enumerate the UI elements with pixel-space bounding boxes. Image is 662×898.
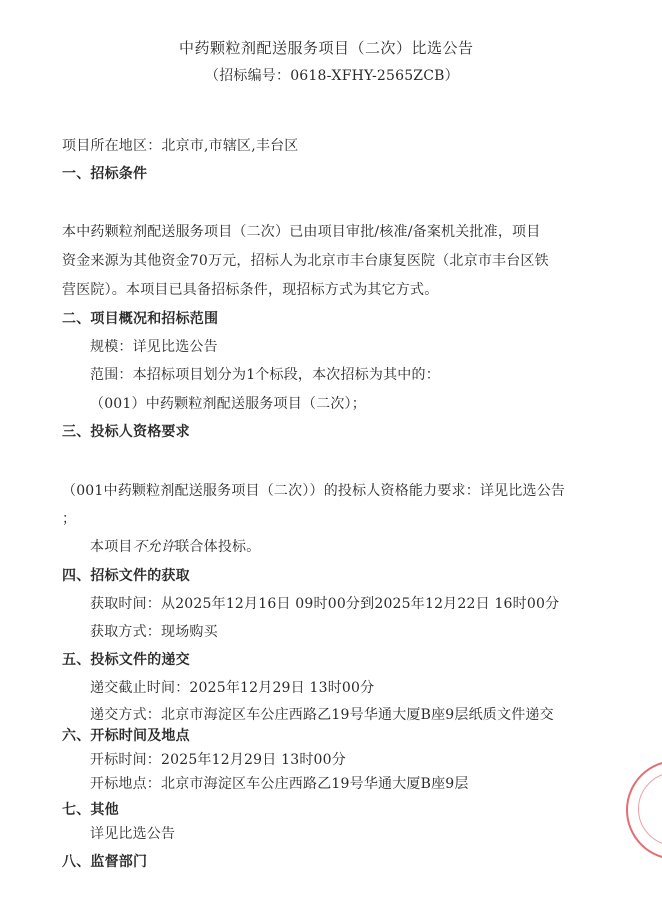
- red-seal-stamp: [626, 760, 662, 860]
- qualification-requirement-end: ；: [62, 511, 77, 527]
- other-text: 详见比选公告: [90, 826, 176, 842]
- qualification-requirement: （001中药颗粒剂配送服务项目（二次））的投标人资格能力要求：详见比选公告: [62, 483, 566, 499]
- opening-place: 开标地点：北京市海淀区车公庄西路乙19号华通大厦B座9层: [90, 776, 469, 792]
- paragraph-line: 营医院）。本项目已具备招标条件，现招标方式为其它方式。: [62, 282, 439, 298]
- acquisition-method: 获取方式：现场购买: [90, 624, 218, 640]
- section-heading-1: 一、招标条件: [62, 166, 148, 182]
- consortium-prefix: 本项目: [90, 539, 133, 555]
- document-title: 中药颗粒剂配送服务项目（二次）比选公告: [179, 39, 474, 57]
- submission-deadline: 递交截止时间：2025年12月29日 13时00分: [90, 680, 375, 696]
- paragraph-line: 资金来源为其他资金70万元，招标人为北京市丰台康复医院（北京市丰台区铁: [62, 253, 549, 269]
- tender-number: （招标编号：0618-XFHY-2565ZCB）: [205, 68, 459, 84]
- consortium-suffix: 联合体投标。: [175, 539, 261, 555]
- submission-method: 递交方式：北京市海淀区车公庄西路乙19号华通大厦B座9层纸质文件递交: [90, 707, 554, 723]
- consortium-statement: [90, 537, 260, 557]
- opening-time: 开标时间：2025年12月29日 13时00分: [90, 752, 346, 768]
- lot-item: （001）中药颗粒剂配送服务项目（二次）；: [90, 396, 366, 412]
- section-heading-8: 八、监督部门: [62, 854, 148, 870]
- section-heading-5: 五、投标文件的递交: [62, 652, 190, 668]
- project-location: 项目所在地区：北京市,市辖区,丰台区: [62, 138, 299, 154]
- section-heading-3: 三、投标人资格要求: [62, 424, 190, 440]
- consortium-emphasis: 不允许: [132, 539, 176, 555]
- section-heading-7: 七、其他: [62, 802, 119, 818]
- scope-text: 范围：本招标项目划分为1个标段，本次招标为其中的：: [90, 367, 440, 383]
- section-heading-2: 二、项目概况和招标范围: [62, 311, 219, 327]
- scale-text: 规模：详见比选公告: [90, 339, 218, 355]
- section-heading-6: 六、开标时间及地点: [62, 728, 190, 744]
- section-heading-4: 四、招标文件的获取: [62, 568, 190, 584]
- paragraph-line: 本中药颗粒剂配送服务项目（二次）已由项目审批/核准/备案机关批准，项目: [62, 224, 541, 240]
- acquisition-time: 获取时间：从2025年12月16日 09时00分到2025年12月22日 16时00分: [90, 596, 560, 612]
